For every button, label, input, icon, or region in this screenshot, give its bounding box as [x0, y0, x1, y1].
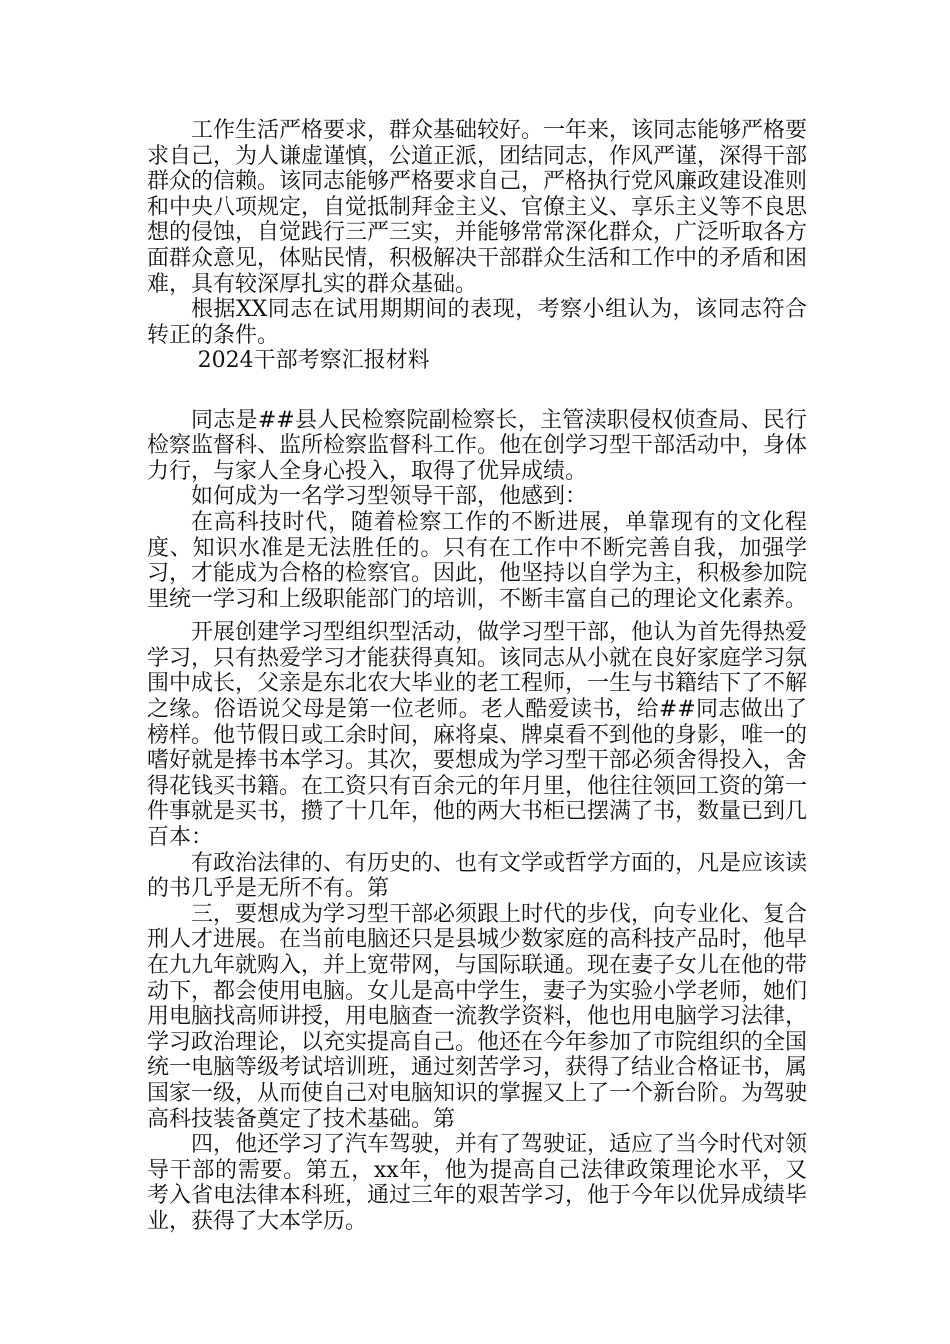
paragraph-conclusion: 根据XX同志在试用期期间的表现，考察小组认为，该同志符合转正的条件。 — [147, 297, 807, 348]
paragraph-fourth: 四，他还学习了汽车驾驶，并有了驾驶证，适应了当今时代对领导干部的需要。第五，xx年，他为提高自己法律政策理论水平，又考入省电法律本科班，通过三年的艰苦学习，他于今年以优异成绩毕业，获得了大本学历。 — [147, 1132, 808, 1234]
paragraph-books: 有政治法律的、有历史的、也有文学或哲学方面的，凡是应该读的书几乎是无所不有。第 — [147, 850, 808, 902]
document-page — [147, 118, 807, 1235]
paragraph-love-learning: 开展创建学习型组织型活动，做学习型干部，他认为首先得热爱学习，只有热爱学习才能获得真知。该同志从小就在良好家庭学习氛围中成长，父亲是东北农大毕业的老工程师，一生与书籍结下了不解之缘。俗语说父母是第一位老师。老人酷爱读书，给##同志做出了榜样。他节假日或工余时间，麻将桌、牌桌看不到他的身影，唯一的嗜好就是捧书本学习。其次，要想成为学习型干部必须舍得投入，舍得花钱买书籍。在工资只有百余元的年月里，他往往领回工资的第一件事就是买书，攒了十几年，他的两大书柜已摆满了书，数量已到几百本： — [147, 620, 808, 851]
blank-line — [147, 374, 807, 400]
paragraph-intro: 同志是##县人民检察院副检察长，主管渎职侵权侦查局、民行检察监督科、监所检察监督科工作。他在创学习型干部活动中，身体力行，与家人全身心投入，取得了优异成绩。 — [147, 407, 808, 484]
paragraph-third: 三，要想成为学习型干部必须跟上时代的步伐，向专业化、复合刑人才进展。在当前电脑还只是县城少数家庭的高科技产品时，他早在九九年就购入，并上宽带网，与国际联通。现在妻子女儿在他的带动下，都会使用电脑。女儿是高中学生，妻子为实验小学老师，她们用电脑找高师讲授，用电脑查一流教学资料，他也用电脑学习法律，学习政治理论，以充实提高自己。他还在今年参加了市院组织的全国统一电脑等级考试培训班，通过刻苦学习，获得了结业合格证书，属国家一级，从而使自己对电脑知识的掌握又上了一个新台阶。为驾驶高科技装备奠定了技术基础。第 — [147, 901, 808, 1132]
document-heading: 2024干部考察汇报材料 — [197, 348, 430, 374]
paragraph-high-tech: 在高科技时代，随着检察工作的不断进展，单靠现有的文化程度、知识水准是无法胜任的。只有在工作中不断完善自我，加强学习，才能成为合格的检察官。因此，他坚持以自学为主，积极参加院里统一学习和上级职能部门的培训，不断丰富自己的理论文化素养。 — [147, 509, 808, 612]
paragraph-work-life: 工作生活严格要求，群众基础较好。一年来，该同志能够严格要求自己，为人谦虚谨慎，公道正派，团结同志，作风严谨，深得干部群众的信赖。该同志能够严格要求自己，严格执行党风廉政建设准则和中央八项规定，自觉抵制拜金主义、官僚主义、享乐主义等不良思想的侵蚀，自觉践行三严三实，并能够常常深化群众，广泛听取各方面群众意见，体贴民情，积极解决干部群众生活和工作中的矛盾和困难，具有较深厚扎实的群众基础。 — [147, 118, 808, 297]
paragraph-question: 如何成为一名学习型领导干部，他感到： — [191, 484, 588, 510]
